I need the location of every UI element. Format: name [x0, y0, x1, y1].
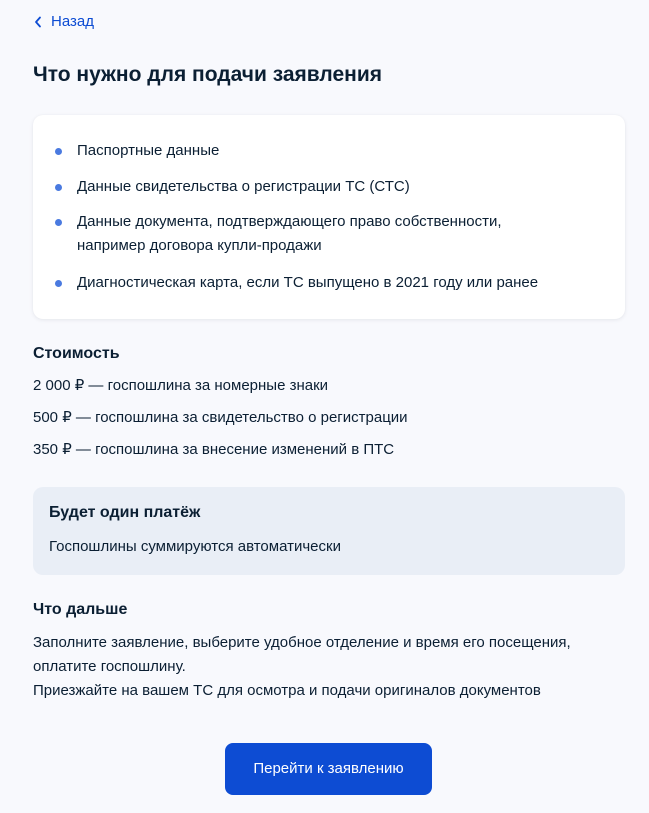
next-steps-text: [33, 631, 623, 703]
bullet-icon: [55, 184, 62, 191]
single-payment-text: Госпошлины суммируются автоматически: [49, 538, 341, 555]
next-steps-line: Приезжайте на вашем ТС для осмотра и подачи оригиналов документов: [33, 682, 541, 699]
cost-line: 2 000 ₽ — госпошлина за номерные знаки: [33, 377, 329, 394]
next-steps-line: оплатите госпошлину.: [33, 658, 186, 675]
next-steps-title: Что дальше: [33, 601, 128, 618]
bullet-icon: [55, 280, 62, 287]
list-item-text: Диагностическая карта, если ТС выпущено в 2021 году или ранее: [77, 274, 539, 291]
list-item: [77, 175, 410, 199]
single-payment-note: [33, 487, 625, 575]
page-title: Что нужно для подачи заявления: [33, 63, 383, 86]
go-to-application-button[interactable]: Перейти к заявлению: [225, 743, 432, 795]
back-link-label: Назад: [51, 13, 94, 30]
list-item: [77, 210, 502, 258]
list-item-text-line: Данные документа, подтверждающего право собственности,: [77, 213, 502, 230]
list-item-text: Данные свидетельства о регистрации ТС (СТС): [77, 178, 410, 195]
list-item: [77, 271, 538, 295]
next-steps-line: Заполните заявление, выберите удобное отделение и время его посещения,: [33, 634, 571, 651]
single-payment-title: Будет один платёж: [49, 504, 201, 521]
list-item-text: Паспортные данные: [77, 142, 220, 159]
back-link[interactable]: [33, 12, 94, 32]
cost-line: 500 ₽ — госпошлина за свидетельство о регистрации: [33, 409, 408, 426]
bullet-icon: [55, 148, 62, 155]
cost-line: 350 ₽ — госпошлина за внесение изменений в ПТС: [33, 441, 395, 458]
chevron-left-icon: [33, 16, 43, 28]
list-item: [77, 139, 219, 163]
bullet-icon: [55, 219, 62, 226]
cost-title: Стоимость: [33, 345, 120, 362]
required-documents-card: [33, 115, 625, 319]
list-item-text-line: например договора купли-продажи: [77, 237, 322, 254]
